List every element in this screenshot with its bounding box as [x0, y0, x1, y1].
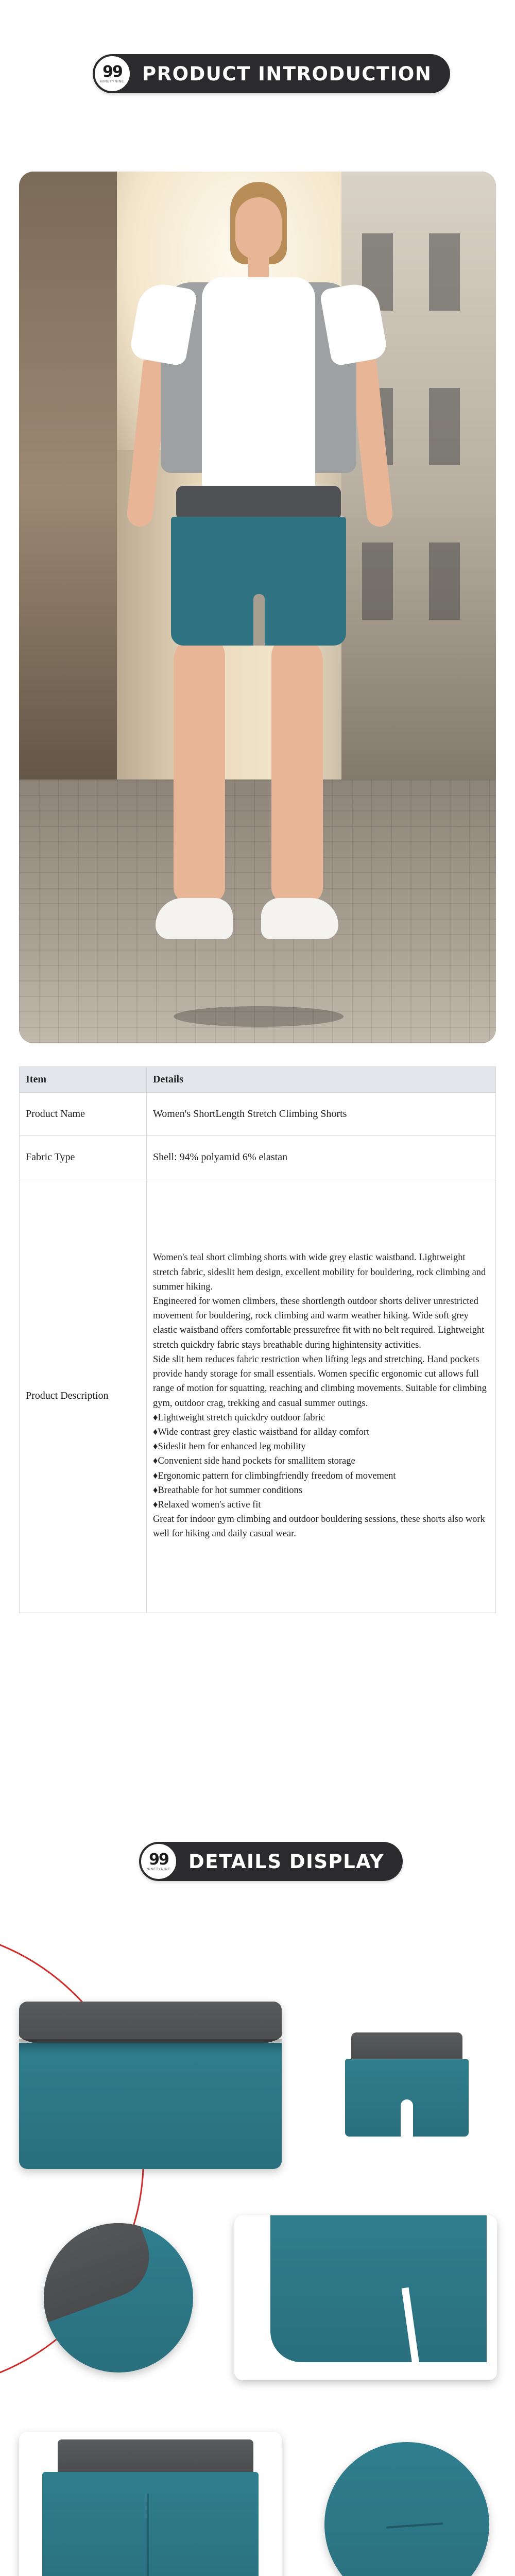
brand-logo: 99 NINETYNINE — [140, 1843, 177, 1880]
feature-bullet: ♦Ergonomic pattern for climbingfriendly freedom of movement — [153, 1470, 396, 1481]
feature-bullet: ♦Relaxed women's active fit — [153, 1499, 261, 1510]
detail-shorts-front-image — [345, 2032, 469, 2143]
description-line: Women's teal short climbing shorts with wide grey elastic waistband. Lightweight stretch fabric, sideslit hem design, excellent mobility for bouldering, rock climbing and summer hiking. — [153, 1252, 486, 1292]
section-title: PRODUCT INTRODUCTION — [142, 62, 432, 85]
feature-bullet: ♦Wide contrast grey elastic waistband for allday comfort — [153, 1427, 370, 1437]
table-row — [20, 1136, 496, 1179]
table-row — [20, 1179, 496, 1613]
detail-waistband-circle-image — [44, 2223, 193, 2372]
table-header-details: Details — [147, 1067, 496, 1093]
section-header-intro — [93, 54, 450, 93]
section-title: DETAILS DISPLAY — [188, 1850, 385, 1873]
fabric-type-value: Shell: 94% polyamid 6% elastan — [147, 1136, 496, 1179]
description-line: Great for indoor gym climbing and outdoor bouldering sessions, these shorts also work well for hiking and daily casual wear. — [153, 1514, 485, 1539]
detail-shorts-back-image — [19, 2432, 282, 2576]
table-header-item: Item — [20, 1067, 147, 1093]
product-name-value: Women's ShortLength Stretch Climbing Shorts — [147, 1093, 496, 1136]
row-label: Product Description — [20, 1179, 147, 1613]
row-label: Fabric Type — [20, 1136, 147, 1179]
section-header-details — [139, 1842, 403, 1881]
detail-pocket-circle-image — [324, 2442, 489, 2576]
description-line: Side slit hem reduces fabric restriction when lifting legs and stretching. Hand pockets provide handy storage for small essentials. Women specific ergonomic cut allows full range of motion for squatting, reaching and climbing movements. Suitable for climbing gym, outdoor crag, trekking and casual summer outings. — [153, 1354, 487, 1409]
feature-bullet: ♦Breathable for hot summer conditions — [153, 1485, 302, 1496]
feature-bullet: ♦Sideslit hem for enhanced leg mobility — [153, 1442, 306, 1452]
hero-model-photo — [19, 172, 496, 1043]
feature-bullet: ♦Convenient side hand pockets for smallitem storage — [153, 1456, 355, 1467]
table-row — [20, 1093, 496, 1136]
row-label: Product Name — [20, 1093, 147, 1136]
description-line: Engineered for women climbers, these shortlength outdoor shorts deliver unrestricted movement for bouldering, rock climbing and warm weather hiking. Wide soft grey elastic waistband offers comfortable pressurefree fit with no belt required. Lightweight stretch quickdry fabric stays breathable during highintensity activities. — [153, 1296, 485, 1350]
brand-logo: 99 NINETYNINE — [94, 55, 131, 92]
spec-table — [19, 1066, 496, 1613]
detail-side-slit-image — [234, 2215, 497, 2380]
table-header-row — [20, 1067, 496, 1093]
product-description-value — [147, 1179, 496, 1613]
detail-waistband-image — [19, 2002, 282, 2169]
feature-bullet: ♦Lightweight stretch quickdry outdoor fabric — [153, 1412, 325, 1423]
